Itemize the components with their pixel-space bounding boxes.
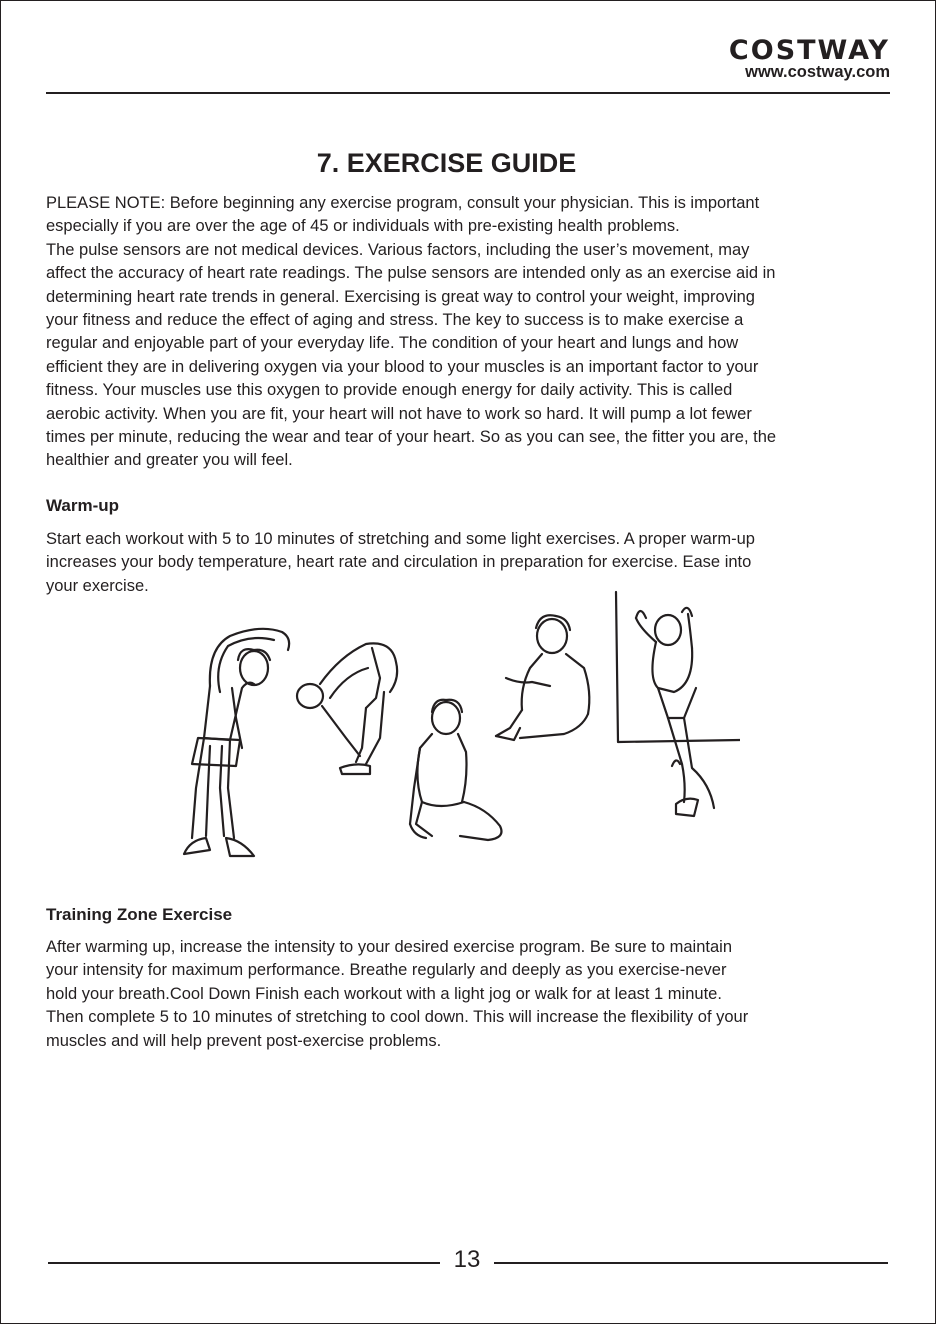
wall-stretch-figure xyxy=(616,592,740,816)
intro-line: especially if you are over the age of 45 or individuals with pre-existing health problems. xyxy=(46,217,680,236)
intro-line: your fitness and reduce the effect of aging and stress. The key to success is to make exercise a xyxy=(46,311,744,330)
intro-line: determining heart rate trends in general. Exercising is great way to control your weight, improving xyxy=(46,287,755,306)
training-line: Then complete 5 to 10 minutes of stretching to cool down. This will increase the flexibility of your xyxy=(46,1008,749,1027)
warmup-line: your exercise. xyxy=(46,576,149,595)
training-paragraph xyxy=(46,936,896,1053)
header-divider xyxy=(46,92,890,94)
toe-touch-figure xyxy=(297,643,397,774)
warmup-line: increases your body temperature, heart rate and circulation in preparation for exercise. Ease into xyxy=(46,553,752,572)
stretching-illustration xyxy=(170,588,740,866)
intro-line: fitness. Your muscles use this oxygen to provide enough energy for daily activity. This is called xyxy=(46,381,733,400)
intro-paragraph xyxy=(46,192,896,473)
training-heading: Training Zone Exercise xyxy=(46,905,233,924)
training-line: hold your breath.Cool Down Finish each workout with a light jog or walk for at least 1 minute. xyxy=(46,984,722,1003)
side-stretch-figure xyxy=(184,629,289,856)
intro-line: affect the accuracy of heart rate readings. The pulse sensors are intended only as an exercise aid in xyxy=(46,264,776,283)
intro-line: times per minute, reducing the wear and tear of your heart. So as you can see, the fitter you are, the xyxy=(46,428,777,447)
warmup-heading: Warm-up xyxy=(46,496,120,515)
warmup-line: Start each workout with 5 to 10 minutes of stretching and some light exercises. A proper warm-up xyxy=(46,530,755,548)
seated-stretch-figure xyxy=(410,700,502,840)
training-line: muscles and will help prevent post-exercise problems. xyxy=(46,1031,442,1050)
intro-line: regular and enjoyable part of your everyday life. The condition of your heart and lungs and how xyxy=(46,334,739,353)
intro-line: efficient they are in delivering oxygen via your blood to your muscles is an important factor to your xyxy=(46,357,759,376)
knee-hug-figure xyxy=(496,615,589,740)
intro-line: PLEASE NOTE: Before beginning any exercise program, consult your physician. This is important xyxy=(46,194,760,212)
footer-rule-right xyxy=(494,1262,888,1264)
intro-line: The pulse sensors are not medical devices. Various factors, including the user’s movement, may xyxy=(46,240,750,259)
training-line: your intensity for maximum performance. Breathe regularly and deeply as you exercise-never xyxy=(46,961,727,980)
training-line: After warming up, increase the intensity to your desired exercise program. Be sure to maintain xyxy=(46,938,732,956)
page-number: 13 xyxy=(453,1246,481,1273)
brand-logo: COSTWAY xyxy=(728,35,890,66)
page-title: 7. EXERCISE GUIDE xyxy=(316,148,577,178)
footer-rule-left xyxy=(48,1262,440,1264)
brand-url: www.costway.com xyxy=(745,63,890,81)
intro-line: healthier and greater you will feel. xyxy=(46,451,293,470)
intro-line: aerobic activity. When you are fit, your heart will not have to work so hard. It will pump a lot fewer xyxy=(46,404,752,423)
